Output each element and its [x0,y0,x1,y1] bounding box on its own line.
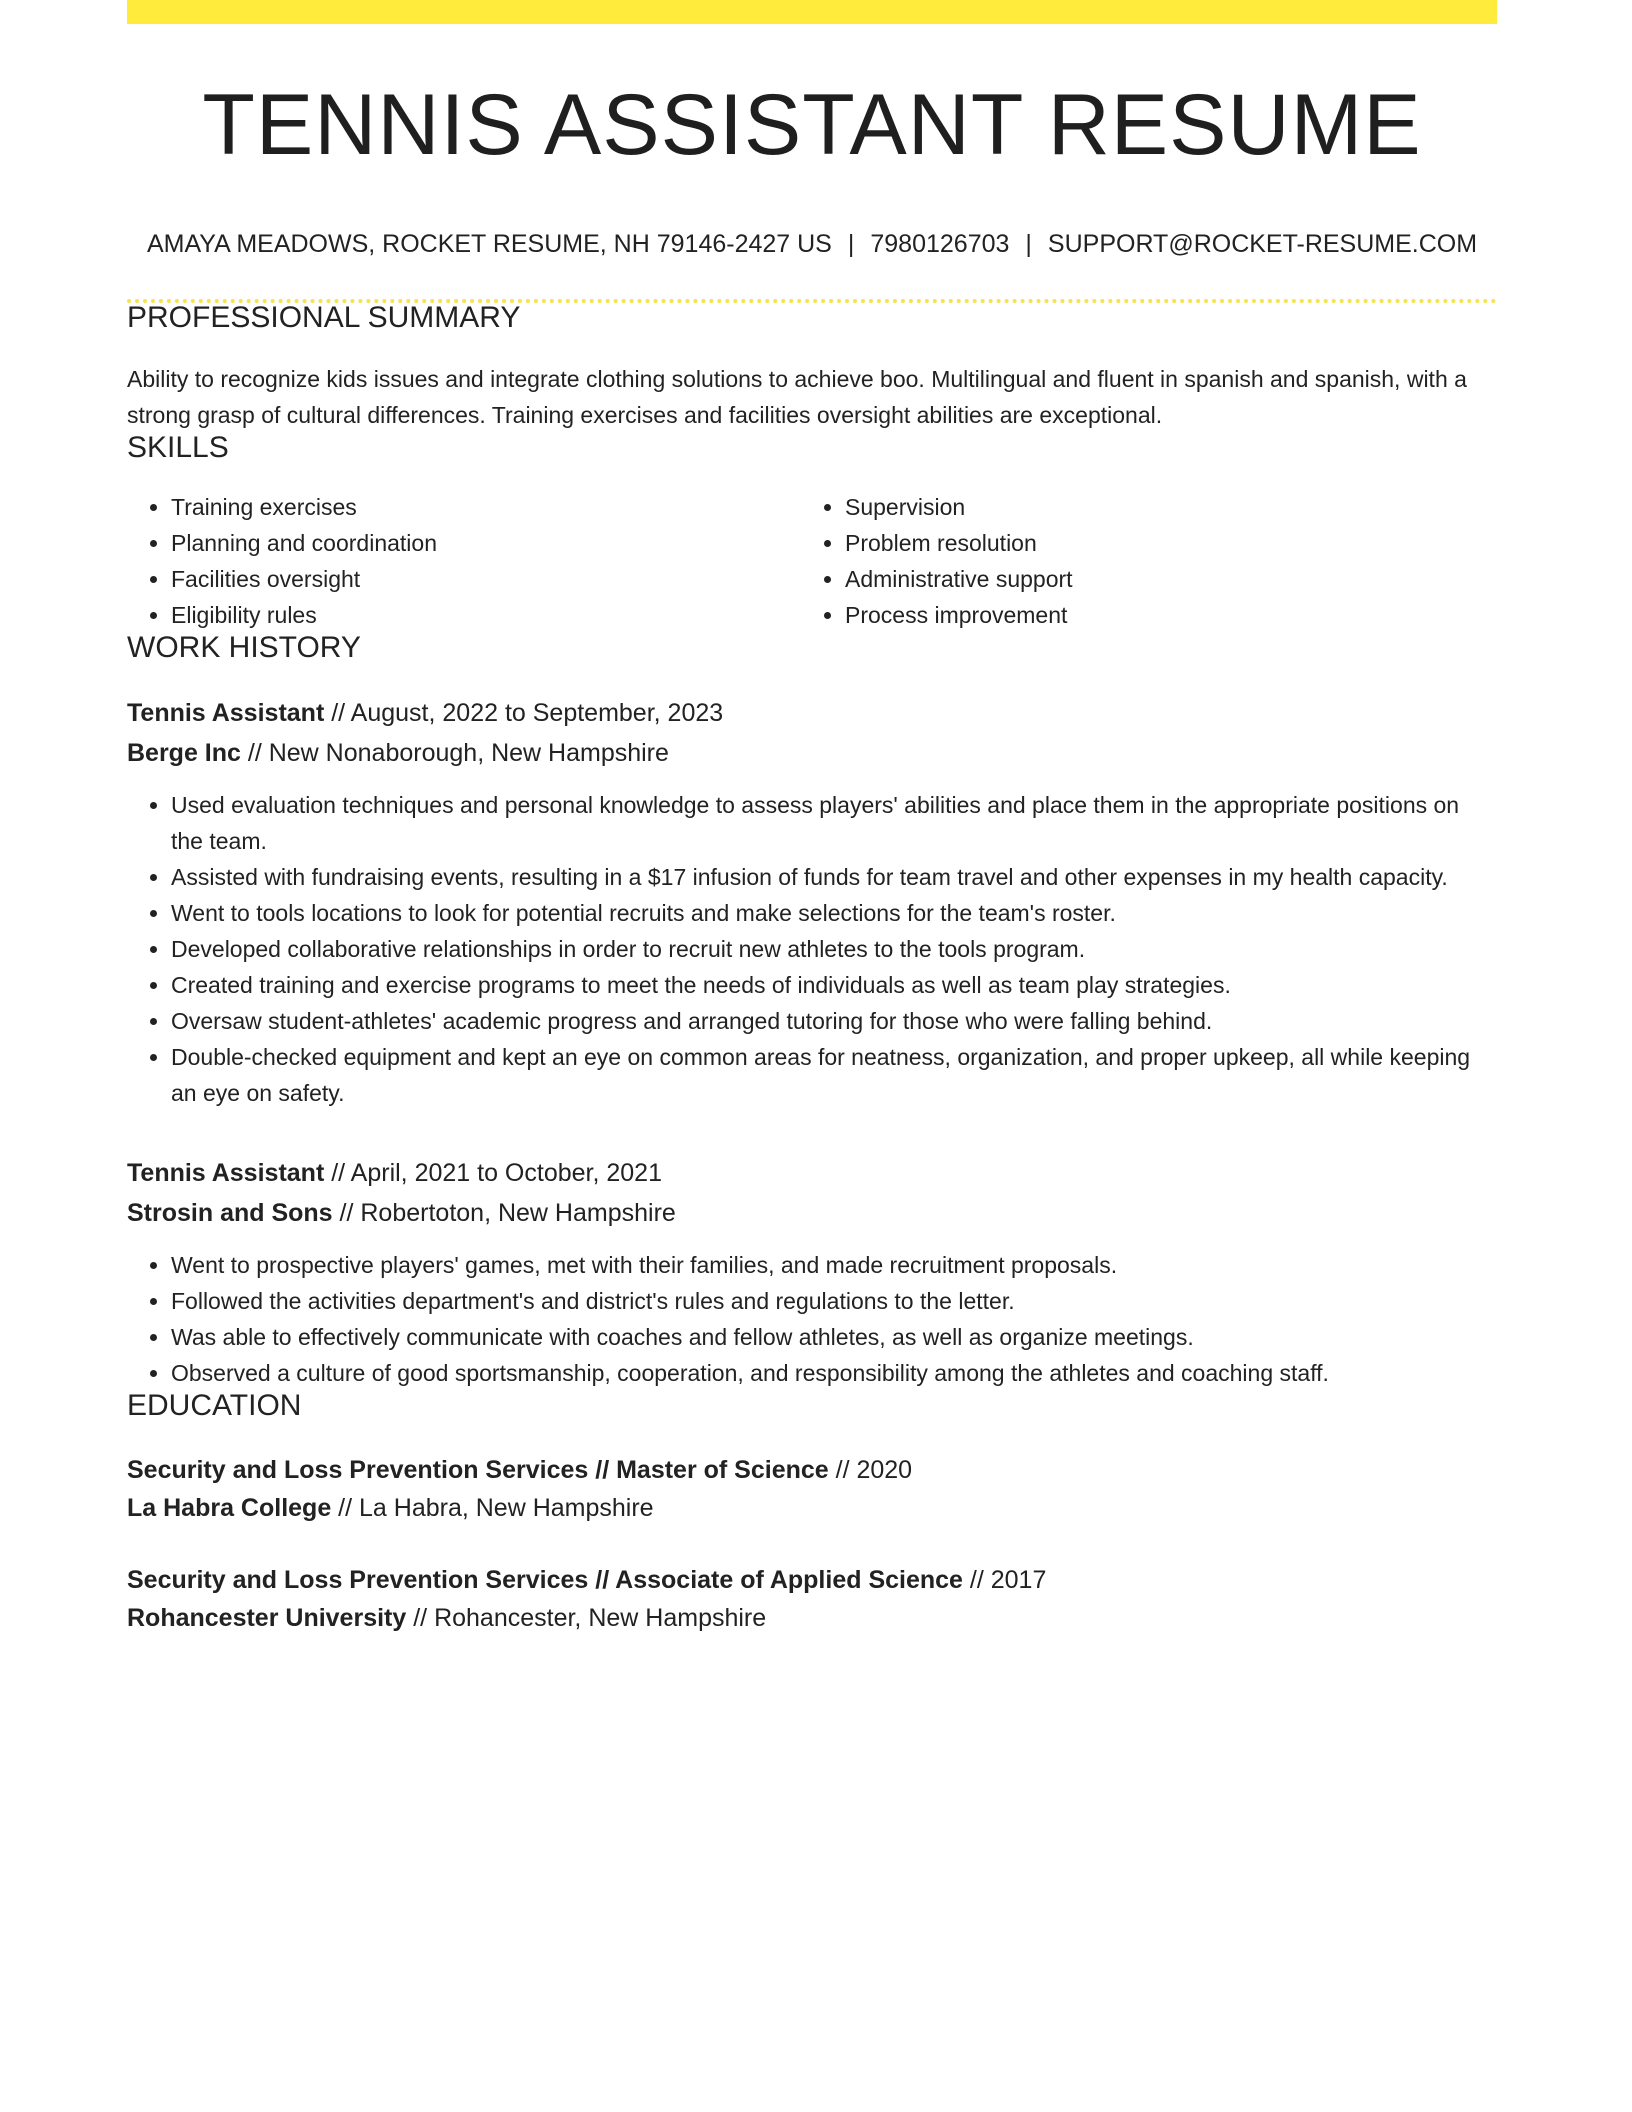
education-year: // 2017 [962,1566,1047,1594]
job-title: Tennis Assistant [127,699,325,727]
contact-separator: | [1025,230,1032,258]
job-entry [127,693,1497,1111]
education-year: // 2020 [828,1456,913,1484]
education-degree: Security and Loss Prevention Services // Associate of Applied Science [127,1566,963,1594]
job-bullet: • Double-checked equipment and kept an eye on common areas for neatness, organization, and proper upkeep, all while keeping an eye on safety. [171,1039,1497,1111]
skills-column-left [127,489,801,633]
resume-title: TENNIS ASSISTANT RESUME [202,77,1422,173]
contact-phone: 7980126703 [870,230,1010,258]
job-bullet: • Used evaluation techniques and personal knowledge to assess players' abilities and place them in the appropriate positions on the team. [171,787,1497,859]
job-dates: // April, 2021 to October, 2021 [324,1159,662,1187]
job-location: // Robertoton, New Hampshire [332,1199,676,1227]
resume-page [127,0,1497,1637]
skill-item: • Facilities oversight [171,561,801,597]
skill-item: • Process improvement [845,597,1475,633]
job-bullet: • Observed a culture of good sportsmanship, cooperation, and responsibility among the athletes and coaching staff. [171,1355,1497,1391]
education-degree: Security and Loss Prevention Services // Master of Science [127,1456,829,1484]
contact-separator: | [847,230,855,258]
education-entry [127,1561,1497,1637]
job-dates: // August, 2022 to September, 2023 [324,699,724,727]
contact-email: SUPPORT@ROCKET-RESUME.COM [1047,230,1478,258]
job-title: Tennis Assistant [127,1159,325,1187]
skill-item: • Training exercises [171,489,801,525]
skill-item: • Eligibility rules [171,597,801,633]
education-school-line [127,1599,1497,1637]
job-bullet: • Went to tools locations to look for potential recruits and make selections for the team's roster. [171,895,1497,931]
job-entry [127,1153,1497,1391]
skill-item: • Administrative support [845,561,1475,597]
job-bullet: • Assisted with fundraising events, resulting in a $17 infusion of funds for team travel and other expenses in my health capacity. [171,859,1497,895]
job-bullets [127,1247,1497,1391]
job-company-line [127,1193,1497,1233]
job-company: Berge Inc [127,739,241,767]
education-heading: EDUCATION [127,1389,302,1422]
education-location: // Rohancester, New Hampshire [406,1604,767,1632]
skills-list [127,489,1497,633]
education-school: Rohancester University [127,1604,407,1632]
job-bullets [127,787,1497,1111]
summary-heading: PROFESSIONAL SUMMARY [127,301,521,334]
education-school-line [127,1489,1497,1527]
education-degree-line [127,1451,1497,1489]
skills-column-right [801,489,1475,633]
education-degree-line [127,1561,1497,1599]
contact-address: AMAYA MEADOWS, ROCKET RESUME, NH 79146-2427 US [146,230,832,258]
skill-item: • Planning and coordination [171,525,801,561]
job-bullet: • Oversaw student-athletes' academic progress and arranged tutoring for those who were falling behind. [171,1003,1497,1039]
work-history-heading: WORK HISTORY [127,631,361,664]
job-title-line [127,693,1497,733]
job-bullet: • Followed the activities department's and district's rules and regulations to the letter. [171,1283,1497,1319]
job-bullet: • Developed collaborative relationships in order to recruit new athletes to the tools program. [171,931,1497,967]
job-bullet: • Created training and exercise programs to meet the needs of individuals as well as team play strategies. [171,967,1497,1003]
education-school: La Habra College [127,1494,332,1522]
skills-heading: SKILLS [127,431,229,464]
job-company: Strosin and Sons [127,1199,333,1227]
education-location: // La Habra, New Hampshire [331,1494,654,1522]
education-entry [127,1451,1497,1527]
job-bullet: • Went to prospective players' games, met with their families, and made recruitment proposals. [171,1247,1497,1283]
job-location: // New Nonaborough, New Hampshire [240,739,669,767]
skill-item: • Problem resolution [845,525,1475,561]
job-title-line [127,1153,1497,1193]
top-accent-bar [127,0,1497,24]
job-bullet: • Was able to effectively communicate with coaches and fellow athletes, as well as organize meetings. [171,1319,1497,1355]
contact-line [127,230,1497,259]
summary-text: Ability to recognize kids issues and integrate clothing solutions to achieve boo. Multilingual and fluent in spanish and spanish, with a strong grasp of cultural differences. Training exercises and facilities oversight abilities are exceptional. [127,366,1467,428]
skill-item: • Supervision [845,489,1475,525]
job-company-line [127,733,1497,773]
